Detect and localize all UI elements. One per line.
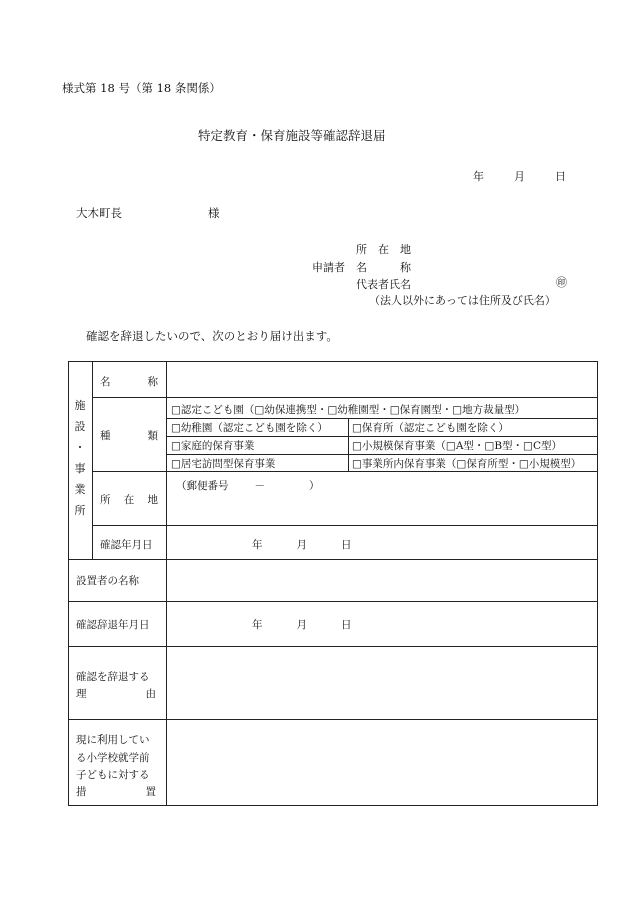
confirmation-date-field: 年 月 日	[252, 539, 352, 551]
applicant-representative-label: 代表者氏名	[356, 278, 411, 291]
measures-label-line3: 子どもに対する	[76, 769, 150, 781]
row-divider	[92, 471, 598, 472]
facility-kind-label: 種 類	[100, 430, 158, 442]
date-day-label: 日	[555, 170, 566, 183]
row-divider	[68, 559, 598, 560]
date-year-label: 年	[473, 170, 484, 183]
row-divider	[166, 418, 598, 419]
applicant-name-label: 名 称	[356, 261, 411, 274]
kind-workplace-childcare: □事業所内保育事業（□保育所型・□小規模型）	[352, 458, 582, 470]
facility-vertical-label: 施 設 ・ 事 業 所	[74, 399, 86, 517]
submission-date	[473, 168, 566, 184]
applicant-note: （法人以外にあっては住所及び氏名）	[369, 294, 556, 307]
withdrawal-date-field: 年 月 日	[252, 619, 352, 631]
row-divider	[166, 454, 598, 455]
row-divider	[68, 601, 598, 602]
addressee-honorific: 様	[208, 206, 220, 220]
kind-home-childcare: □家庭的保育事業	[171, 440, 255, 452]
date-month-label: 月	[514, 170, 525, 183]
kind-nursery: □保育所（認定こども園を除く）	[352, 422, 509, 434]
row-divider	[68, 646, 598, 647]
kind-certified-child-center: □認定こども園（□幼保連携型・□幼稚園型・□保育園型・□地方裁量型）	[171, 404, 526, 416]
reason-label-line1: 確認を辞退する	[76, 671, 150, 683]
intro-text: 確認を辞退したいので、次のとおり届け出ます。	[86, 329, 338, 343]
row-divider	[68, 719, 598, 720]
applicant-address-label: 所 在 地	[356, 243, 411, 256]
document-title: 特定教育・保育施設等確認辞退届	[198, 128, 386, 143]
addressee	[76, 205, 220, 221]
withdrawal-date-label: 確認辞退年月日	[76, 619, 150, 631]
kind-small-scale-childcare: □小規模保育事業（□A型・□B型・□C型）	[352, 440, 563, 452]
measures-label-line4: 措 置	[76, 786, 156, 798]
form-number-label: 様式第 18 号（第 18 条関係）	[62, 81, 221, 95]
applicant-label: 申請者	[312, 261, 345, 274]
postal-code-field: （郵便番号 － ）	[176, 480, 320, 492]
column-divider	[166, 361, 167, 806]
measures-label-line1: 現に利用してい	[76, 734, 150, 746]
row-divider	[166, 436, 598, 437]
founder-name-label: 設置者の名称	[76, 575, 139, 587]
kind-home-visit-childcare: □居宅訪問型保育事業	[171, 458, 276, 470]
column-divider	[348, 418, 349, 471]
confirmation-date-label: 確認年月日	[100, 539, 153, 551]
column-divider	[92, 361, 93, 559]
facility-name-label: 名 称	[100, 376, 158, 388]
seal-mark: ㊞	[556, 276, 567, 289]
addressee-name: 大木町長	[76, 206, 122, 220]
row-divider	[92, 397, 598, 398]
kind-kindergarten: □幼稚園（認定こども園を除く）	[171, 422, 328, 434]
row-divider	[92, 525, 598, 526]
facility-address-label: 所 在 地	[100, 494, 158, 506]
reason-label-line2: 理 由	[76, 688, 156, 700]
measures-label-line2: る小学校就学前	[76, 752, 150, 764]
